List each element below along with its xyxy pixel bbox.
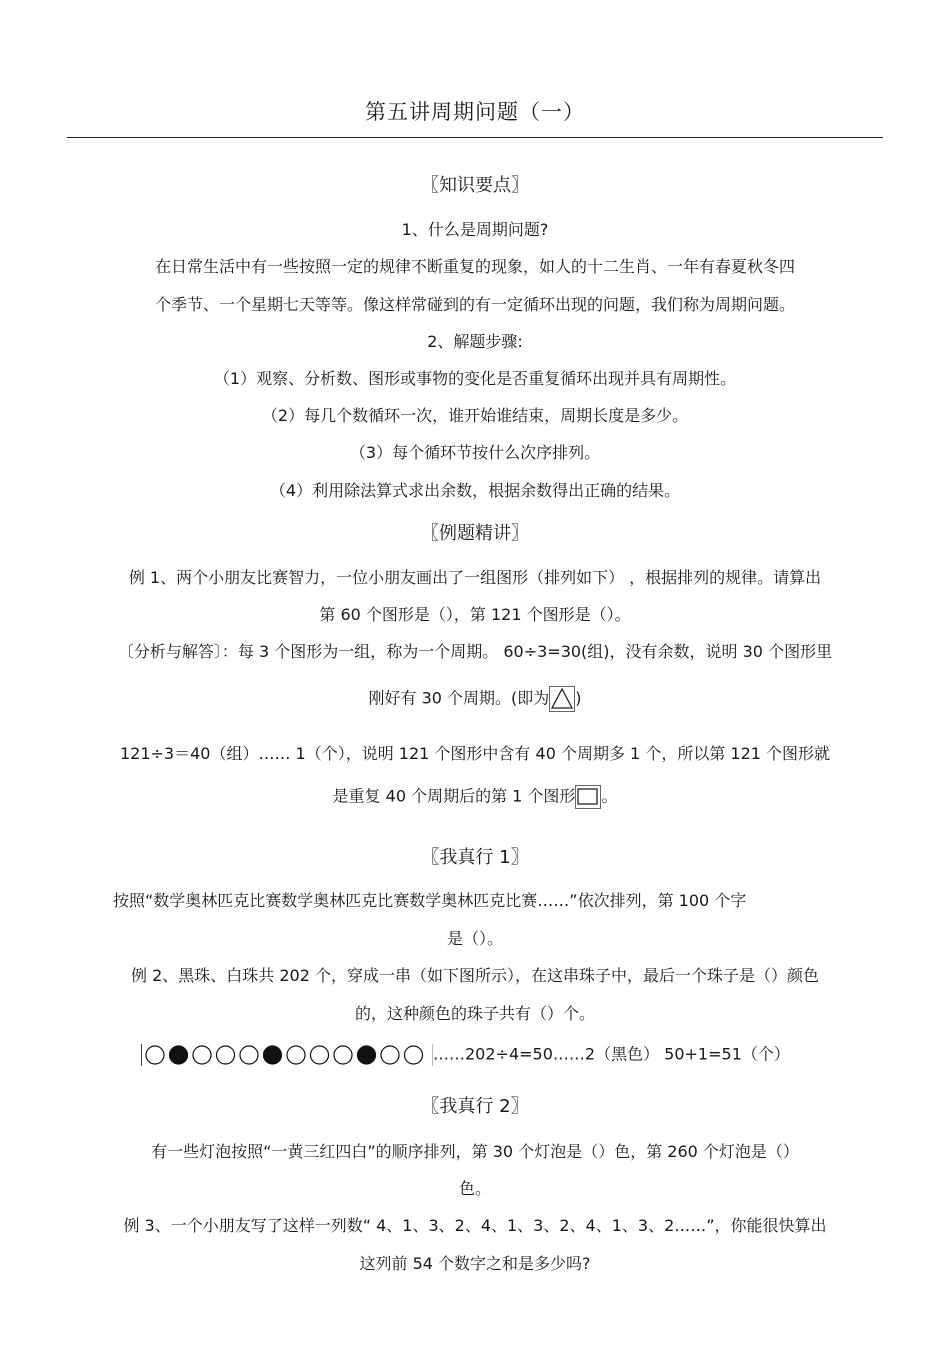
step-2: （2）每几个数循环一次，谁开始谁结束，周期长度是多少。 bbox=[261, 406, 689, 425]
knowledge-question-1: 1、什么是周期问题? bbox=[401, 220, 549, 239]
step-3: （3）每个循环节按什么次序排列。 bbox=[349, 443, 601, 462]
example2-line-1: 例 2、黑珠、白珠共 202 个，穿成一串（如下图所示），在这串珠子中，最后一个珠子是（）颜色 bbox=[131, 966, 819, 985]
example3-line-2: 这列前 54 个数字之和是多少吗? bbox=[359, 1254, 591, 1273]
title-divider bbox=[67, 137, 883, 138]
example1-line-2: 第 60 个图形是（），第 121 个图形是（）。 bbox=[319, 605, 631, 624]
knowledge-question-2: 2、解题步骤: bbox=[427, 332, 523, 351]
square-icon bbox=[575, 785, 601, 809]
white-bead bbox=[287, 1046, 305, 1064]
example3-line-1: 例 3、一个小朋友写了这样一列数“ 4、1、3、2、4、1、3、2、4、1、3、2……”，你能很快算出 bbox=[123, 1216, 827, 1235]
white-bead bbox=[405, 1046, 423, 1064]
practice1-line-1: 按照“数学奥林匹克比赛数学奥林匹克比赛数学奥林匹克比赛……”依次排列，第 100 个字 bbox=[113, 891, 747, 910]
section-examples: 〖例题精讲〗 bbox=[421, 523, 529, 544]
example1-analysis-line-4 bbox=[0, 785, 950, 809]
step-4: （4）利用除法算式求出余数，根据余数得出正确的结果。 bbox=[269, 481, 681, 500]
example1-analysis-line-1: 〔分析与解答〕：每 3 个图形为一组，称为一个周期。 60÷3=30(组)，没有余数，说明 30 个图形里 bbox=[117, 642, 833, 661]
section-practice-1: 〖我真行 1〗 bbox=[421, 847, 529, 868]
bead-strip-icon bbox=[141, 1042, 433, 1068]
black-bead bbox=[358, 1046, 376, 1064]
practice2-line-1: 有一些灯泡按照“一黄三红四白”的顺序排列，第 30 个灯泡是（）色，第 260 个灯泡是（） bbox=[151, 1142, 799, 1161]
white-bead bbox=[381, 1046, 399, 1064]
white-bead bbox=[240, 1046, 258, 1064]
white-bead bbox=[311, 1046, 329, 1064]
analysis-text-end: 。 bbox=[601, 786, 618, 806]
section-knowledge: 〖知识要点〗 bbox=[421, 175, 529, 196]
white-bead bbox=[146, 1046, 164, 1064]
example1-analysis-line-3: 121÷3＝40（组）…… 1（个），说明 121 个图形中含有 40 个周期多 1 个，所以第 121 个图形就 bbox=[119, 744, 831, 763]
analysis-text: 是重复 40 个周期后的第 1 个图形 bbox=[332, 786, 576, 806]
bead-row bbox=[141, 1042, 841, 1068]
triangle-icon bbox=[549, 686, 575, 712]
knowledge-paragraph-line-1: 在日常生活中有一些按照一定的规律不断重复的现象，如人的十二生肖、一年有春夏秋冬四 bbox=[154, 257, 795, 276]
analysis-text-end: ) bbox=[575, 688, 582, 708]
example2-line-2: 的，这种颜色的珠子共有（）个。 bbox=[354, 1004, 595, 1023]
black-bead bbox=[170, 1046, 188, 1064]
practice2-line-2: 色。 bbox=[458, 1179, 491, 1198]
section-practice-2: 〖我真行 2〗 bbox=[421, 1096, 529, 1117]
analysis-text: 刚好有 30 个周期。(即为 bbox=[368, 688, 550, 708]
example1-analysis-line-2 bbox=[0, 686, 950, 712]
bead-calculation: ……202÷4=50……2（黑色） 50+1=51（个） bbox=[433, 1044, 790, 1064]
knowledge-paragraph-line-2: 个季节、一个星期七天等等。像这样常碰到的有一定循环出现的问题，我们称为周期问题。 bbox=[154, 295, 795, 314]
step-1: （1）观察、分析数、图形或事物的变化是否重复循环出现并具有周期性。 bbox=[213, 369, 737, 388]
page-title: 第五讲周期问题（一） bbox=[365, 100, 585, 124]
white-bead bbox=[193, 1046, 211, 1064]
white-bead bbox=[217, 1046, 235, 1064]
example1-line-1: 例 1、两个小朋友比赛智力，一位小朋友画出了一组图形（排列如下） ，根据排列的规律。请算出 bbox=[128, 568, 822, 587]
white-bead bbox=[334, 1046, 352, 1064]
practice1-line-2: 是（）。 bbox=[446, 929, 503, 948]
black-bead bbox=[264, 1046, 282, 1064]
